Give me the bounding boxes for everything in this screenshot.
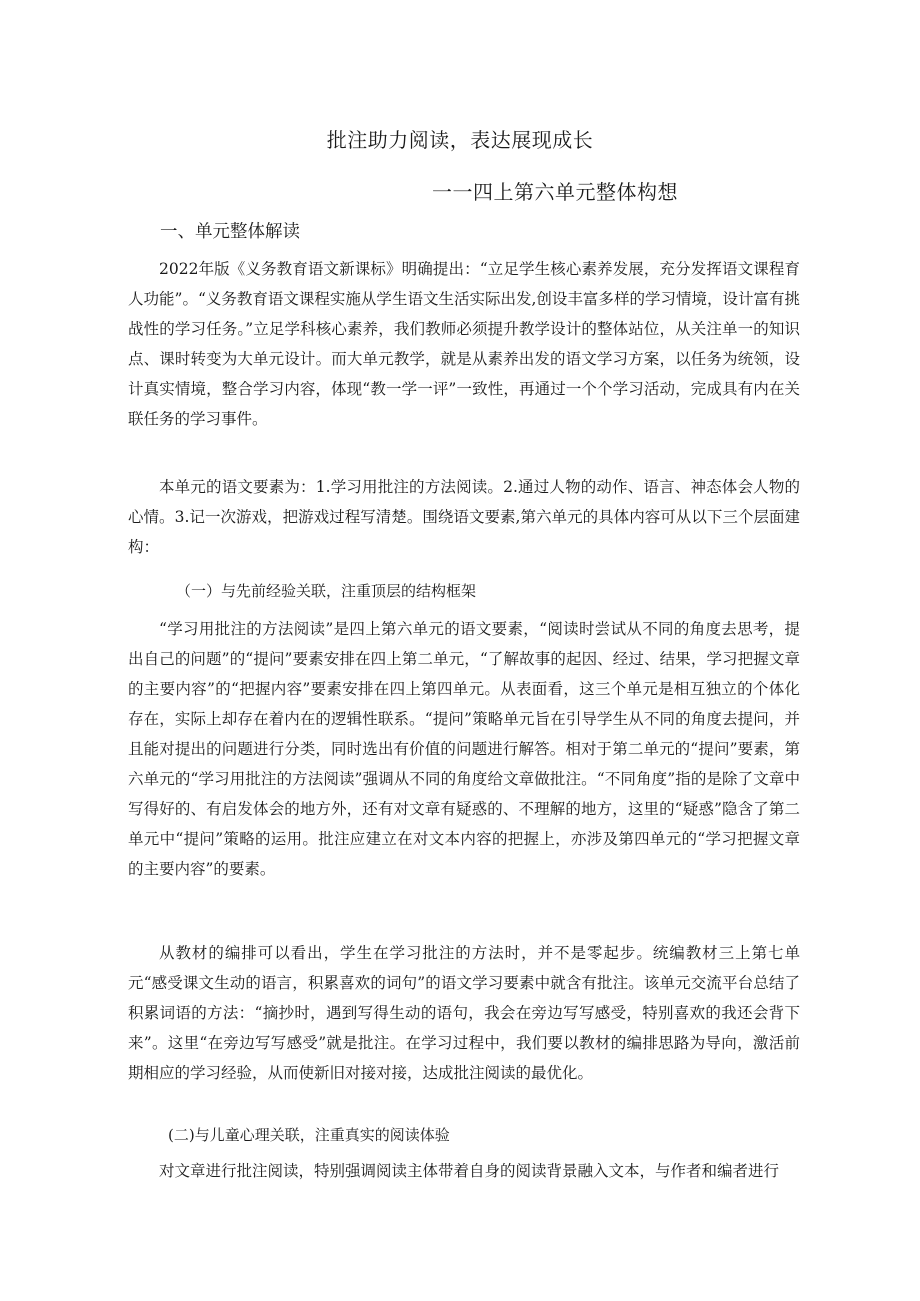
paragraph-text: 本单元的语文要素为：1.学习用批注的方法阅读。2.通过人物的动作、语言、神态体会人物的心情。3.记一次游戏，把游戏过程写清楚。围绕语文要素,第六单元的具体内容可从以下三个层面建构： <box>128 478 800 556</box>
paragraph-text: 从教材的编排可以看出，学生在学习批注的方法时，并不是零起步。统编教材三上第七单元“感受课文生动的语言，积累喜欢的词句”的语文学习要素中就含有批注。该单元交流平台总结了积累词语的方法：“摘抄时，遇到写得生动的语句，我会在旁边写写感受，特别喜欢的我还会背下来”。这里“在旁边写写感受”就是批注。在学习过程中，我们要以教材的编排思路为导向，激活前期相应的学习经验，从而使新旧对接对接，达成批注阅读的最优化。 <box>128 944 800 1082</box>
paragraph-unit-elements <box>128 472 800 562</box>
paragraph-textbook-arrangement <box>128 938 800 1088</box>
paragraph-text: 2022年版《义务教育语文新课标》明确提出：“立足学生核心素养发展，充分发挥语文课程育人功能”。“义务教育语文课程实施从学生语文生活实际出发,创设丰富多样的学习情境，设计富有挑战性的学习任务。”立足学科核心素养，我们教师必须提升教学设计的整体站位，从关注单一的知识点、课时转变为大单元设计。而大单元教学，就是从素养出发的语文学习方案，以任务为统领，设计真实情境，整合学习内容，体现“教一学一评”一致性，再通过一个个学习活动，完成具有内在关联任务的学习事件。 <box>128 260 800 428</box>
paragraph-curriculum-standard <box>128 254 800 434</box>
subsection-heading-1: （一）与先前经验关联，注重顶层的结构框架 <box>176 582 477 600</box>
document-title: 批注助力阅读，表达展现成长 <box>326 128 594 152</box>
document-subtitle: 一一四上第六单元整体构想 <box>432 180 678 204</box>
section-heading: 一、单元整体解读 <box>160 222 300 242</box>
paragraph-text: “学习用批注的方法阅读”是四上第六单元的语文要素，“阅读时尝试从不同的角度去思考，提出自己的问题”的“提问”要素安排在四上第二单元，“了解故事的起因、经过、结果，学习把握文章的主要内容”的“把握内容”要素安排在四上第四单元。从表面看，这三个单元是相互独立的个体化存在，实际上却存在着内在的逻辑性联系。“提问”策略单元旨在引导学生从不同的角度去提问，并且能对提出的问题进行分类，同时选出有价值的问题进行解答。相对于第二单元的“提问”要素，第六单元的“学习用批注的方法阅读”强调从不同的角度给文章做批注。“不同角度”指的是除了文章中写得好的、有启发体会的地方外，还有对文章有疑惑的、不理解的地方，这里的“疑惑”隐含了第二单元中“提问”策略的运用。批注应建立在对文本内容的把握上，亦涉及第四单元的“学习把握文章的主要内容”的要素。 <box>128 620 800 878</box>
subsection-heading-2: (二)与儿童心理关联，注重真实的阅读体验 <box>168 1126 450 1144</box>
paragraph-text: 对文章进行批注阅读，特别强调阅读主体带着自身的阅读背景融入文本，与作者和编者进行 <box>159 1162 780 1180</box>
paragraph-structure-framework <box>128 614 800 884</box>
paragraph-reading-experience <box>128 1156 800 1186</box>
